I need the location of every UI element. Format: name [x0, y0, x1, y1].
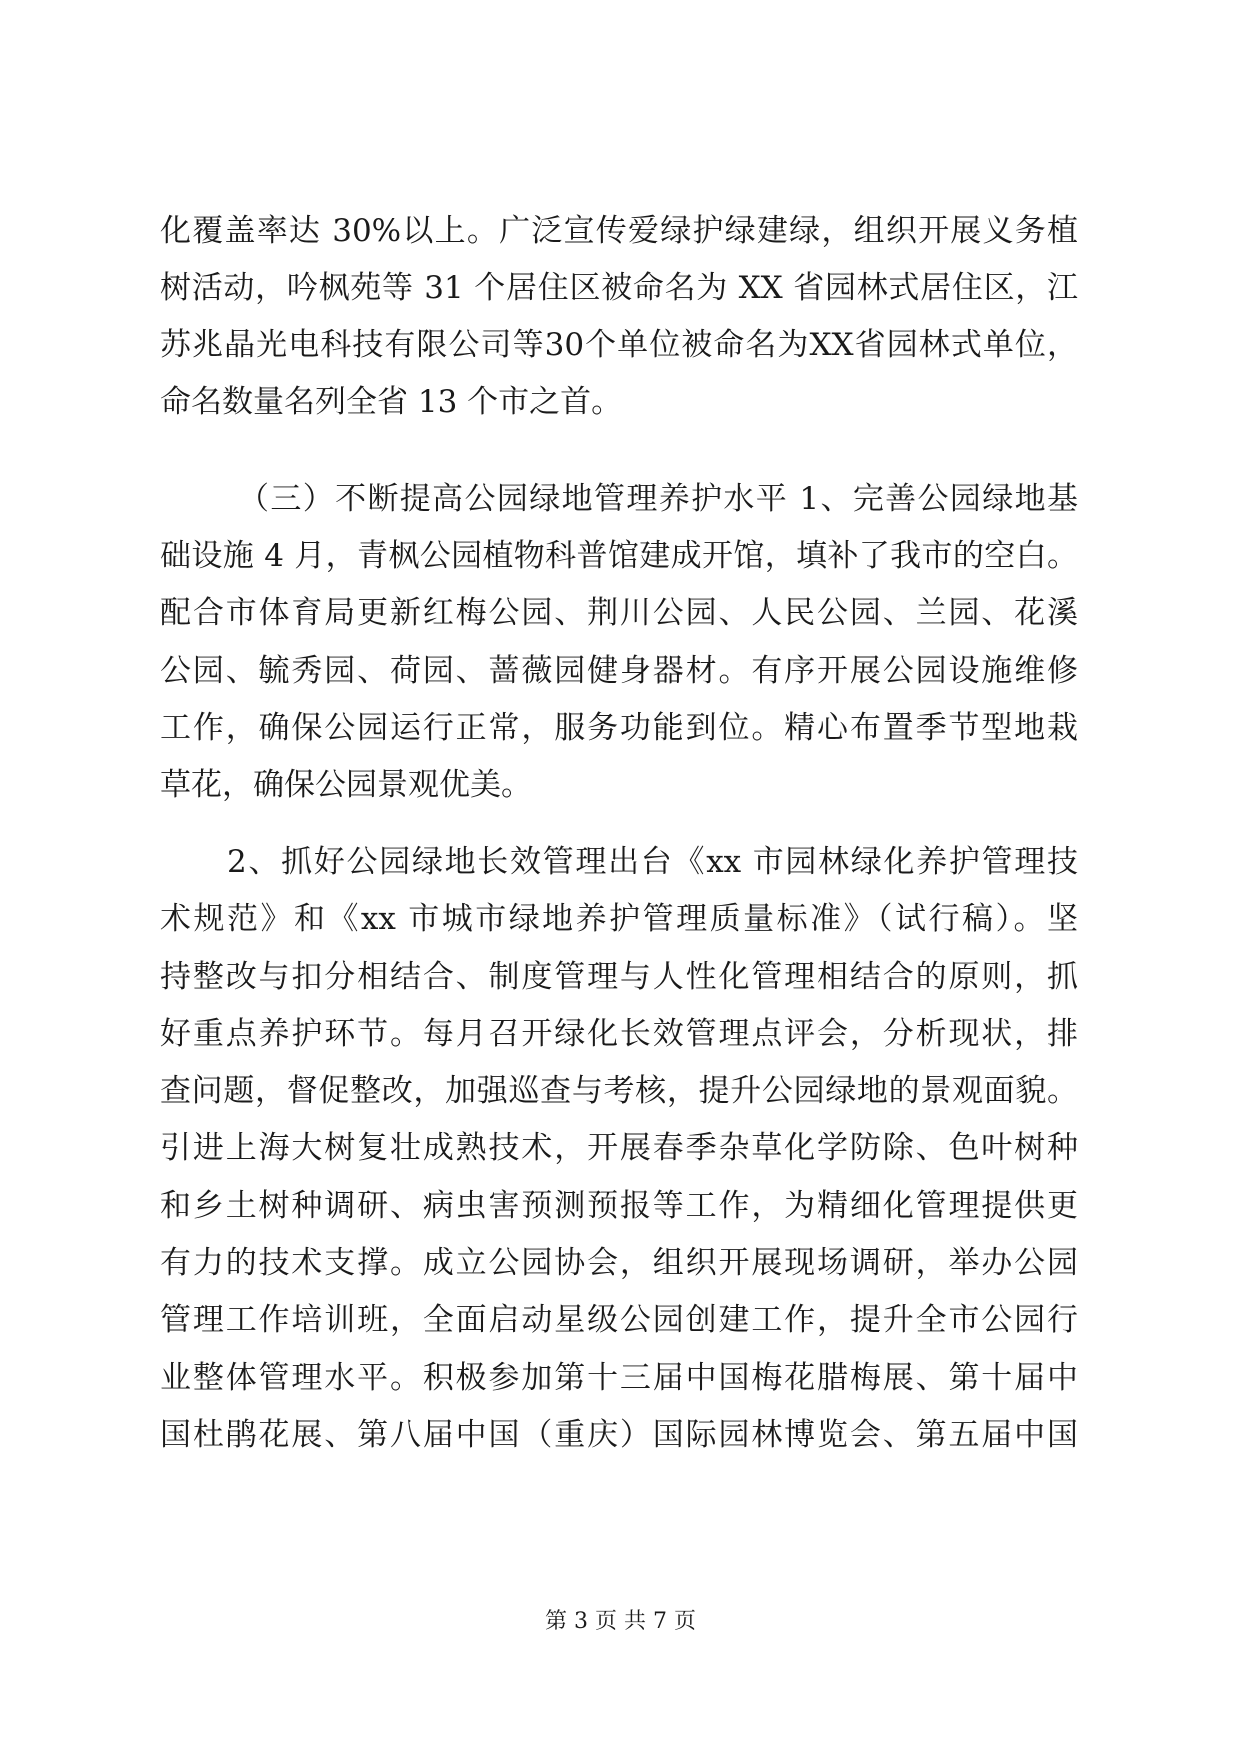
text-line: 公园、毓秀园、荷园、蔷薇园健身器材。有序开展公园设施维修: [160, 653, 1078, 689]
text-line: 命名数量名列全省 13 个市之首。: [160, 384, 623, 420]
text-line: 国杜鹃花展、第八届中国（重庆）国际园林博览会、第五届中国: [160, 1417, 1078, 1453]
text-line: 和乡土树种调研、病虫害预测预报等工作，为精细化管理提供更: [160, 1188, 1078, 1224]
text-line: 有力的技术支撑。成立公园协会，组织开展现场调研，举办公园: [160, 1245, 1078, 1281]
text-line: 配合市体育局更新红梅公园、荆川公园、人民公园、兰园、花溪: [160, 595, 1078, 631]
text-line: 工作，确保公园运行正常，服务功能到位。精心布置季节型地栽: [160, 710, 1078, 746]
paragraph-start-line: 2、抓好公园绿地长效管理出台《xx 市园林绿化养护管理技: [227, 844, 1078, 880]
text-line: 树活动，吟枫苑等 31 个居住区被命名为 XX 省园林式居住区，江: [160, 270, 1078, 306]
text-line: 化覆盖率达 30%以上。广泛宣传爱绿护绿建绿，组织开展义务植: [160, 213, 1078, 249]
text-line: 管理工作培训班，全面启动星级公园创建工作，提升全市公园行: [160, 1302, 1078, 1338]
text-line: 业整体管理水平。积极参加第十三届中国梅花腊梅展、第十届中: [160, 1360, 1078, 1396]
text-line: 草花，确保公园景观优美。: [160, 767, 532, 803]
text-line: 术规范》和《xx 市城市绿地养护管理质量标准》（试行稿）。坚: [160, 901, 1078, 937]
text-line: 苏兆晶光电科技有限公司等30个单位被命名为XX省园林式单位，: [160, 327, 1078, 363]
text-line: 引进上海大树复壮成熟技术，开展春季杂草化学防除、色叶树种: [160, 1130, 1078, 1166]
section-heading-line: （三）不断提高公园绿地管理养护水平 1、完善公园绿地基: [238, 481, 1078, 517]
text-line: 好重点养护环节。每月召开绿化长效管理点评会，分析现状，排: [160, 1016, 1078, 1052]
text-line: 础设施 4 月，青枫公园植物科普馆建成开馆，填补了我市的空白。: [160, 538, 1078, 574]
page-number-footer: 第 3 页 共 7 页: [545, 1609, 696, 1634]
text-line: 持整改与扣分相结合、制度管理与人性化管理相结合的原则，抓: [160, 959, 1078, 995]
text-line: 查问题，督促整改，加强巡查与考核，提升公园绿地的景观面貌。: [160, 1073, 1078, 1109]
